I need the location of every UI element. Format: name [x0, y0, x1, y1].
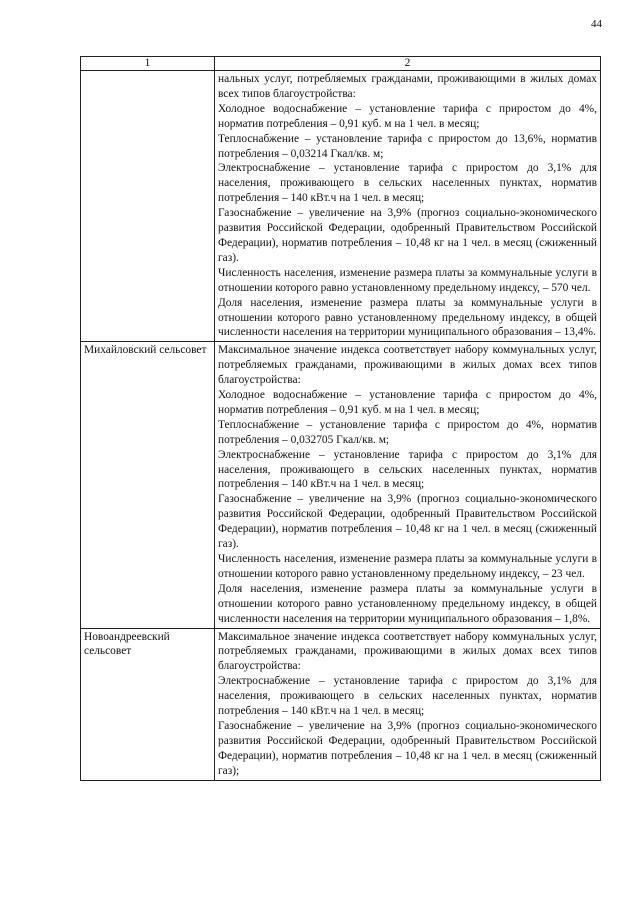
paragraph: Доля населения, изменение размера платы за коммунальные услуги в отношении которого равно установленному предельному индексу, в общей численности населения на территории муниципального образования – 13,4%. [218, 296, 597, 339]
paragraph: Численность населения, изменение размера платы за коммунальные услуги в отношении которого равно установленному предельному индексу, – 570 чел. [218, 266, 597, 294]
paragraph: Холодное водоснабжение – установление тарифа с приростом до 4%, норматив потребления – 0,91 куб. м на 1 чел. в месяц; [218, 102, 597, 130]
municipality-name [81, 71, 215, 342]
municipality-index-table [80, 56, 601, 781]
municipality-name: Новоандреевский сельсовет [81, 628, 215, 780]
table-row [81, 342, 601, 628]
paragraph: Электроснабжение – установление тарифа с приростом до 3,1% для населения, проживающего в сельских населенных пунктах, норматив потребления – 140 кВт.ч на 1 чел. в месяц; [218, 675, 597, 718]
paragraph: Максимальное значение индекса соответствует набору коммунальных услуг, потребляемых гражданами, проживающими в жилых домах всех типов благоустройства: [218, 630, 597, 673]
paragraph: Теплоснабжение – установление тарифа с приростом до 4%, норматив потребления – 0,032705 Гкал/кв. м; [218, 418, 597, 446]
paragraph: Доля населения, изменение размера платы за коммунальные услуги в отношении которого равно установленному предельному индексу, в общей численности населения на территории муниципального образования – 1,8%. [218, 582, 597, 625]
column-header-1: 1 [81, 57, 215, 71]
index-description [215, 628, 601, 780]
paragraph: Газоснабжение – увеличение на 3,9% (прогноз социально-экономического развития Российской Федерации, одобренный Правительством Российской Федерации), норматив потребления – 10,48 кг на 1 чел. в месяц (сжиженный газ). [218, 207, 597, 264]
paragraph: Холодное водоснабжение – установление тарифа с приростом до 4%, норматив потребления – 0,91 куб. м на 1 чел. в месяц; [218, 389, 597, 416]
index-description [215, 342, 601, 628]
table-header-row [81, 57, 601, 71]
paragraph: нальных услуг, потребляемых гражданами, проживающими в жилых домах всех типов благоустройства: [218, 73, 597, 100]
column-header-2: 2 [215, 57, 601, 71]
index-description [215, 71, 601, 342]
table-row [81, 71, 601, 342]
paragraph: Газоснабжение – увеличение на 3,9% (прогноз социально-экономического развития Российской Федерации, одобренный Правительством Российской Федерации), норматив потребления – 10,48 кг на 1 чел. в месяц (сжиженный газ). [218, 493, 597, 551]
paragraph: Максимальное значение индекса соответствует набору коммунальных услуг, потребляемых гражданами, проживающими в жилых домах всех типов благоустройства: [218, 344, 597, 387]
table-row [81, 628, 601, 780]
page-number: 44 [591, 18, 602, 30]
paragraph: Электроснабжение – установление тарифа с приростом до 3,1% для населения, проживающего в сельских населенных пунктах, норматив потребления – 140 кВт.ч на 1 чел. в месяц; [218, 448, 597, 491]
paragraph: Электроснабжение – установление тарифа с приростом до 3,1% для населения, проживающего в сельских населенных пунктах, норматив потребления – 140 кВт.ч на 1 чел. в месяц; [218, 162, 597, 205]
paragraph: Газоснабжение – увеличение на 3,9% (прогноз социально-экономического развития Российской Федерации, одобренный Правительством Российской Федерации), норматив потребления – 10,48 кг на 1 чел. в месяц (сжиженный газ); [218, 719, 597, 777]
municipality-name: Михайловский сельсовет [81, 342, 215, 628]
paragraph: Теплоснабжение – установление тарифа с приростом до 13,6%, норматив потребления – 0,03214 Гкал/кв. м; [218, 132, 597, 160]
paragraph: Численность населения, изменение размера платы за коммунальные услуги в отношении которого равно установленному предельному индексу, – 23 чел. [218, 553, 597, 580]
